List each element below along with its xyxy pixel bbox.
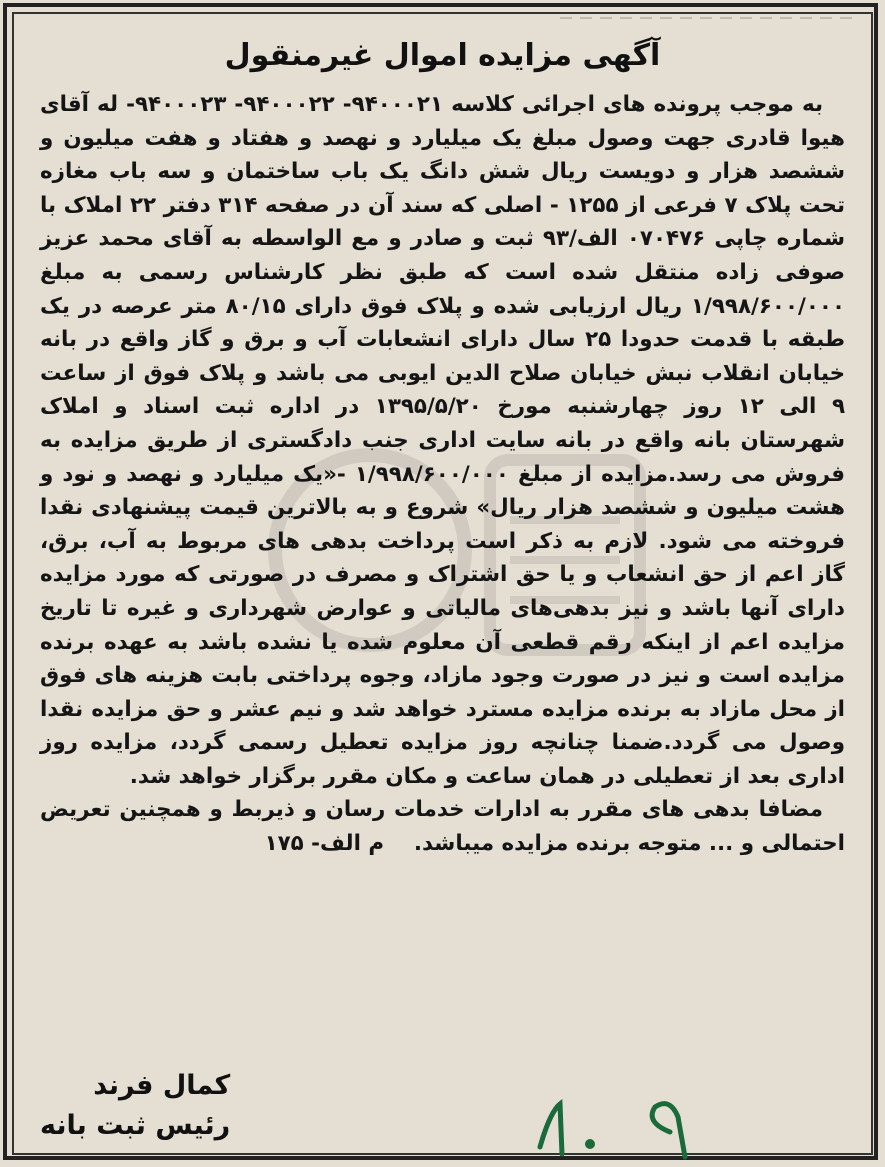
handwritten-number-mark — [520, 1092, 720, 1162]
notice-title: آگهی مزایده اموال غیرمنقول — [224, 38, 661, 73]
faded-stamp-mark — [560, 8, 860, 28]
notice-paragraph-additional — [40, 793, 845, 860]
notice-paragraph-main: به موجب پرونده های اجرائی کلاسه ۹۴۰۰۰۲۱- ۹۴۰۰۰۲۲- ۹۴۰۰۰۲۳- له آقای هیوا قادری جهت وصول مبلغ یک میلیارد و نهصد و هفتاد و هفت میلیون و ششصد هزار و دویست ریال شش دانگ یک باب ساختمان و سه باب مغازه تحت پلاک ۷ فرعی از ۱۲۵۵ - اصلی که سند آن در صفحه ۳۱۴ دفتر ۲۲ املاک با شماره چاپی ۰۷۰۴۷۶ الف/۹۳ ثبت و صادر و مع الواسطه به آقای محمد عزیز صوفی زاده منتقل شده است که طبق نظر کارشناس رسمی به مبلغ ۱/۹۹۸/۶۰۰/۰۰۰ ریال ارزیابی شده و پلاک فوق دارای ۸۰/۱۵ متر عرصه در یک طبقه با قدمت حدودا ۲۵ سال دارای انشعابات آب و برق و گاز واقع در بانه خیابان انقلاب نبش خیابان صلاح الدین ایوبی می باشد و پلاک فوق از ساعت ۹ الی ۱۲ روز چهارشنبه مورخ ۱۳۹۵/۵/۲۰ در اداره ثبت اسناد و املاک شهرستان بانه واقع در بانه سایت اداری جنب دادگستری از طریق مزایده به فروش می رسد.مزایده از مبلغ ۱/۹۹۸/۶۰۰/۰۰۰ -«یک میلیارد و نهصد و نود و هشت میلیون و ششصد هزار ریال» شروع و به بالاترین قیمت پیشنهادی نقدا فروخته می شود. لازم به ذکر است پرداخت بدهی های مربوط به آب، برق، گاز اعم از حق انشعاب و یا حق اشتراک و مصرف در صورتی که مورد مزایده دارای آنها باشد و نیز بدهی‌های مالیاتی و عوارض شهرداری و غیره تا تاریخ مزایده اعم از اینکه رقم قطعی آن معلوم شده یا نشده باشد به عهده برنده مزایده است و نیز در صورت وجود مازاد، وجوه پرداختی بابت هزینه های فوق از محل مازاد به برنده مزایده مسترد خواهد شد و نیم عشر و حق مزایده نقدا وصول می گردد.ضمنا چنانچه روز مزایده تعطیل رسمی گردد، مزایده روز اداری بعد از تعطیلی در همان ساعت و مکان مقرر برگزار خواهد شد. — [40, 92, 846, 789]
additional-text: مضافا بدهی های مقرر به ادارات خدمات رسان و ذیربط و همچنین تعریض احتمالی و ... متوجه برنده مزایده میباشد. — [40, 797, 845, 857]
signature-block — [40, 1066, 230, 1146]
signer-name: کمال فرند — [93, 1070, 231, 1101]
reference-code: م الف- ۱۷۵ — [264, 831, 385, 857]
signer-title: رئیس ثبت بانه — [40, 1110, 231, 1141]
notice-body — [40, 88, 845, 861]
